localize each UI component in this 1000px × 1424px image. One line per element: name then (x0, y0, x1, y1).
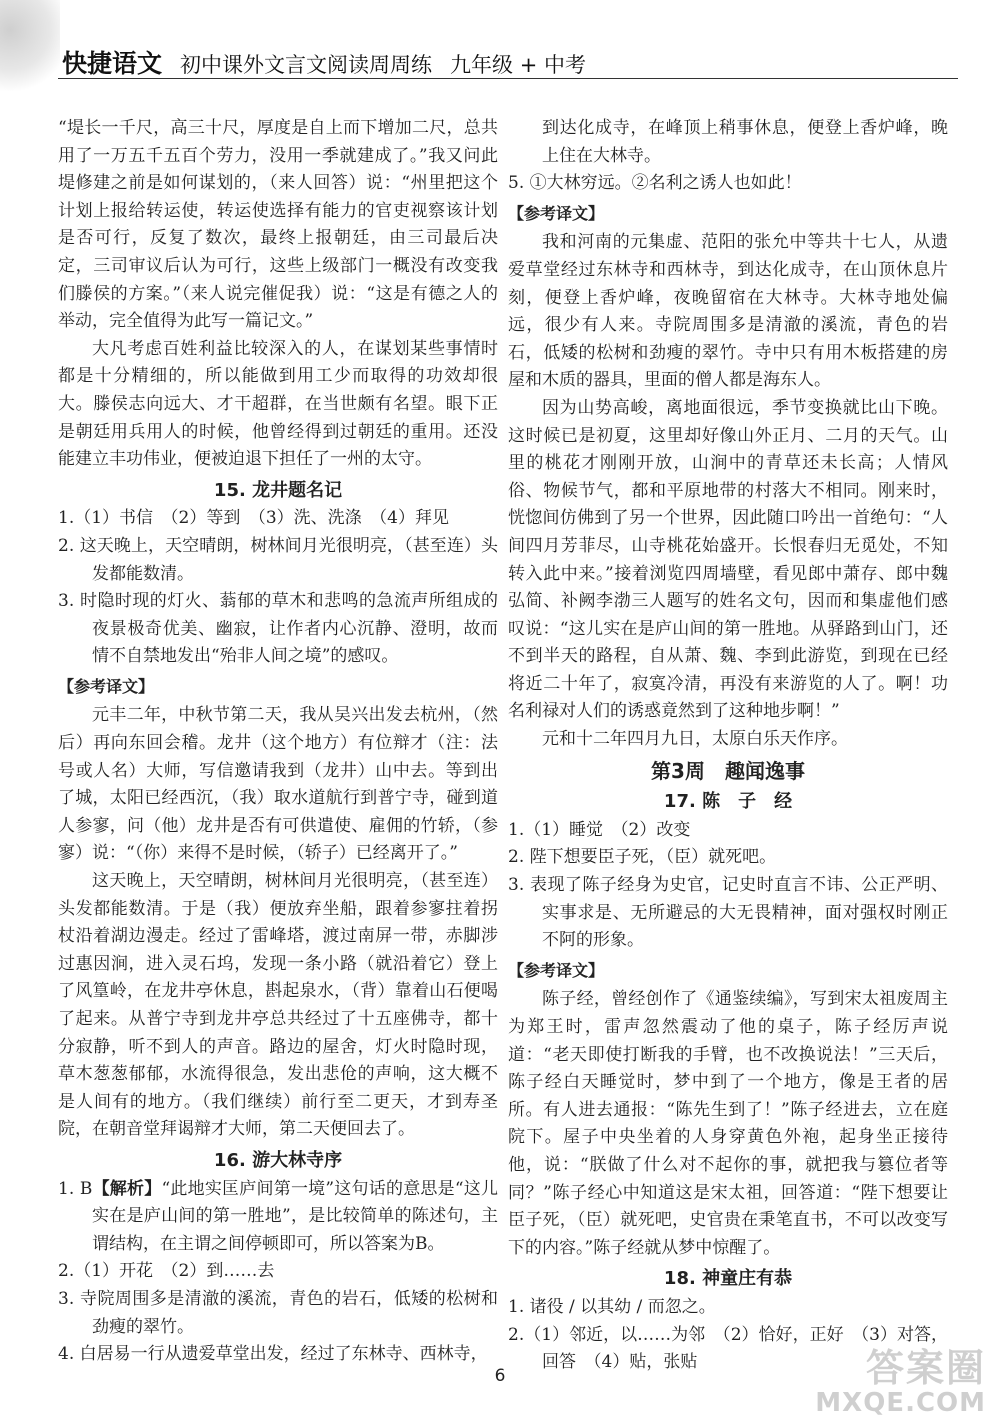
answer-continuation: 到达化成寺，在峰顶上稍事休息，便登上香炉峰，晚上住在大林寺。 (542, 118, 948, 166)
answer-item: 3. 表现了陈子经身为史官，记史时直言不讳、公正严明、实事求是、无所避忌的大无畏精神，面对强权时刚正不阿的形象。 (508, 875, 948, 951)
section-title-18: 18. 神童庄有恭 (663, 1268, 793, 1290)
reference-translation-label: 【参考译文】 (508, 960, 605, 980)
reference-translation-label: 【参考译文】 (58, 676, 155, 696)
header-rule (58, 78, 958, 79)
section-title-16: 16. 游大林寺序 (213, 1149, 343, 1171)
page-header (0, 0, 1000, 100)
answer-item: 2.（1）开花 （2）到……去 (58, 1261, 275, 1282)
translation-paragraph: 大凡考虑百姓利益比较深入的人，在谋划某些事情时都是十分精细的，所以能做到用工少而取得的功效却很大。滕侯志向远大、才干超群，在当世颇有名望。眼下正是朝廷用兵用人的时候，他曾经得到过朝廷的重用。还没能建立丰功伟业，便被迫退下担任了一州的太守。 (58, 338, 498, 470)
answer-item: 5. ①大林穷远。②名利之诱人也如此！ (508, 173, 802, 194)
translation-paragraph: 这天晚上，天空晴朗，树林间月光很明亮，（甚至连）头发都能数清。于是（我）便放弃坐船，跟着参寥拄着拐杖沿着湖边漫走。经过了雷峰塔，渡过南屏一带，赤脚涉过惠因涧，进入灵石坞，发现一条小路（就沿着它）登上了风篁岭，在龙井亭休息，斟起泉水，（背）靠着山石便喝了起来。从普宁寺到龙井亭总共经过了十五座佛寺，都十分寂静，听不到人的声音。路边的屋舍，灯火时隐时现，草木葱葱郁郁，水流得很急，发出悲伧的声响，这大概不是人间有的地方。（我们继续）前行至二更天，才到寿圣院，在朝音堂拜谒辩才大师，第二天便回去了。 (58, 871, 498, 1140)
right-column (508, 115, 948, 1377)
section-title-17: 17. 陈 子 经 (663, 791, 793, 813)
watermark-bottom-text: MXQE.COM (815, 1388, 986, 1418)
book-subtitle: 初中课外文言文阅读周周练 (180, 53, 433, 77)
analysis-text: “此地实匡庐间第一境”这句话的意思是“这儿实在是庐山间的第一胜地”，是比较简单的陈述句，主谓结构，在主谓之间停顿即可，所以答案为B。 (92, 1178, 498, 1254)
section-title-15: 15. 龙井题名记 (213, 479, 343, 501)
reference-translation-label: 【参考译文】 (508, 203, 605, 223)
answer-item: 3. 寺院周围多是清澈的溪流，青色的岩石，低矮的松树和劲瘦的翠竹。 (58, 1288, 498, 1337)
translation-paragraph: 陈子经，曾经创作了《通鉴续编》，写到宋太祖废周主为郑王时，雷声忽然震动了他的桌子，陈子经厉声说道：“老天即使打断我的手臂，也不改换说法！”三天后，陈子经白天睡觉时，梦中到了一个地方，像是王者的居所。有人进去通报：“陈先生到了！”陈子经进去，立在庭院下。屋子中央坐着的人身穿黄色外袍，起身坐正接待他，说：“朕做了什么对不起你的事，就把我与篡位者等同？”陈子经心中知道这是宋太祖，回答道：“陛下想要让臣子死，（臣）就死吧，史官贵在秉笔直书，不可以改变写下的内容。”陈子经就从梦中惊醒了。 (508, 989, 948, 1258)
answer-item: 2.（1）邻近，以……为邻 （2）恰好，正好 （3）对答，回答 （4）贴，张贴 (508, 1324, 948, 1373)
answer-choice: 1. B (58, 1178, 93, 1199)
book-brand: 快捷语文 (62, 49, 163, 78)
translation-paragraph: 因为山势高峻，离地面很远，季节变换就比山下晚。这时候已是初夏，这里却好像山外正月、二月的天气。山里的桃花才刚刚开放，山涧中的青草还未长高；人情风俗、物候节气，都和平原地带的村落大不相同。刚来时，恍惚间仿佛到了另一个世界，因此随口吟出一首绝句：“人间四月芳菲尽，山寺桃花始盛开。长恨春归无觅处，不知转入此中来。”接着浏览四周墙壁，看见郎中萧存、郎中魏弘简、补阙李渤三人题写的姓名文句，因而和集虚他们感叹说：“这儿实在是庐山间的第一胜地。从驿路到山门，还不到半天的路程，自从萧、魏、李到此游览，到现在已经将近二十年了，寂寞冷清，再没有来游览的人了。啊！功名利禄对人们的诱惑竟然到了这种地步啊！” (508, 397, 948, 722)
watermark-logo (815, 1346, 986, 1418)
answer-item (58, 1176, 498, 1259)
answer-item: 2. 这天晚上，天空晴朗，树林间月光很明亮，（甚至连）头发都能数清。 (58, 535, 498, 584)
answer-item: 1.（1）书信 （2）等到 （3）洗、洗涤 （4）拜见 (58, 508, 449, 529)
answer-item: 2. 陛下想要臣子死，（臣）就死吧。 (508, 847, 777, 868)
left-column (58, 115, 498, 1369)
analysis-tag: 【解析】 (92, 1178, 162, 1199)
translation-paragraph: 元和十二年四月九日，太原白乐天作序。 (542, 729, 848, 750)
answer-item: 1.（1）睡觉 （2）改变 (508, 819, 691, 840)
grade-label: 九年级 + 中考 (450, 53, 586, 77)
answer-item: 4. 白居易一行从遗爱草堂出发，经过了东林寺、西林寺， (58, 1344, 488, 1365)
translation-paragraph: 我和河南的元集虚、范阳的张允中等共十七人，从遗爱草堂经过东林寺和西林寺，到达化成寺，在山顶休息片刻，便登上香炉峰，夜晚留宿在大林寺。大林寺地处偏远，很少有人来。寺院周围多是清澈的溪流，青色的岩石，低矮的松树和劲瘦的翠竹。寺中只有用木板搭建的房屋和木质的器具，里面的僧人都是海东人。 (508, 232, 948, 391)
header-title-row (62, 44, 586, 80)
translation-paragraph: 元丰二年，中秋节第二天，我从吴兴出发去杭州，（然后）再向东回会稽。龙井（这个地方）有位辩才（注：法号或人名）大师，写信邀请我到（龙井）山中去。等到出了城，太阳已经西沉，（我）取水道航行到普宁寺，碰到道人参寥，问（他）龙井是否有可供遣使、雇佣的竹轿，（参寥）说：“（你）来得不是时候，（轿子）已经离开了。” (58, 705, 498, 864)
watermark-top-text: 答案圈 (865, 1346, 986, 1390)
week-heading: 第3周 趣闻逸事 (651, 758, 805, 783)
answer-item: 3. 时隐时现的灯火、蓊郁的草木和悲鸣的急流声所组成的夜景极奇优美、幽寂，让作者内心沉静、澄明，故而情不自禁地发出“殆非人间之境”的感叹。 (58, 591, 498, 667)
page-number: 6 (494, 1366, 506, 1386)
translation-paragraph: “堤长一千尺，高三十尺，厚度是自上而下增加二尺，总共用了一万五千五百个劳力，没用一季就建成了。”我又问此堤修建之前是如何谋划的，（来人回答）说：“州里把这个计划上报给转运使，转运使选择有能力的官吏视察该计划是否可行，反复了数次，最终上报朝廷，由三司最后决定，三司审议后认为可行，这些上级部门一概没有改变我们滕侯的方案。”（来人说完催促我）说：“这是有德之人的举动，完全值得为此写一篇记文。” (58, 118, 498, 332)
answer-item: 1. 诸役 / 以其幼 / 而忽之。 (508, 1296, 716, 1317)
decorative-corner (0, 0, 60, 110)
